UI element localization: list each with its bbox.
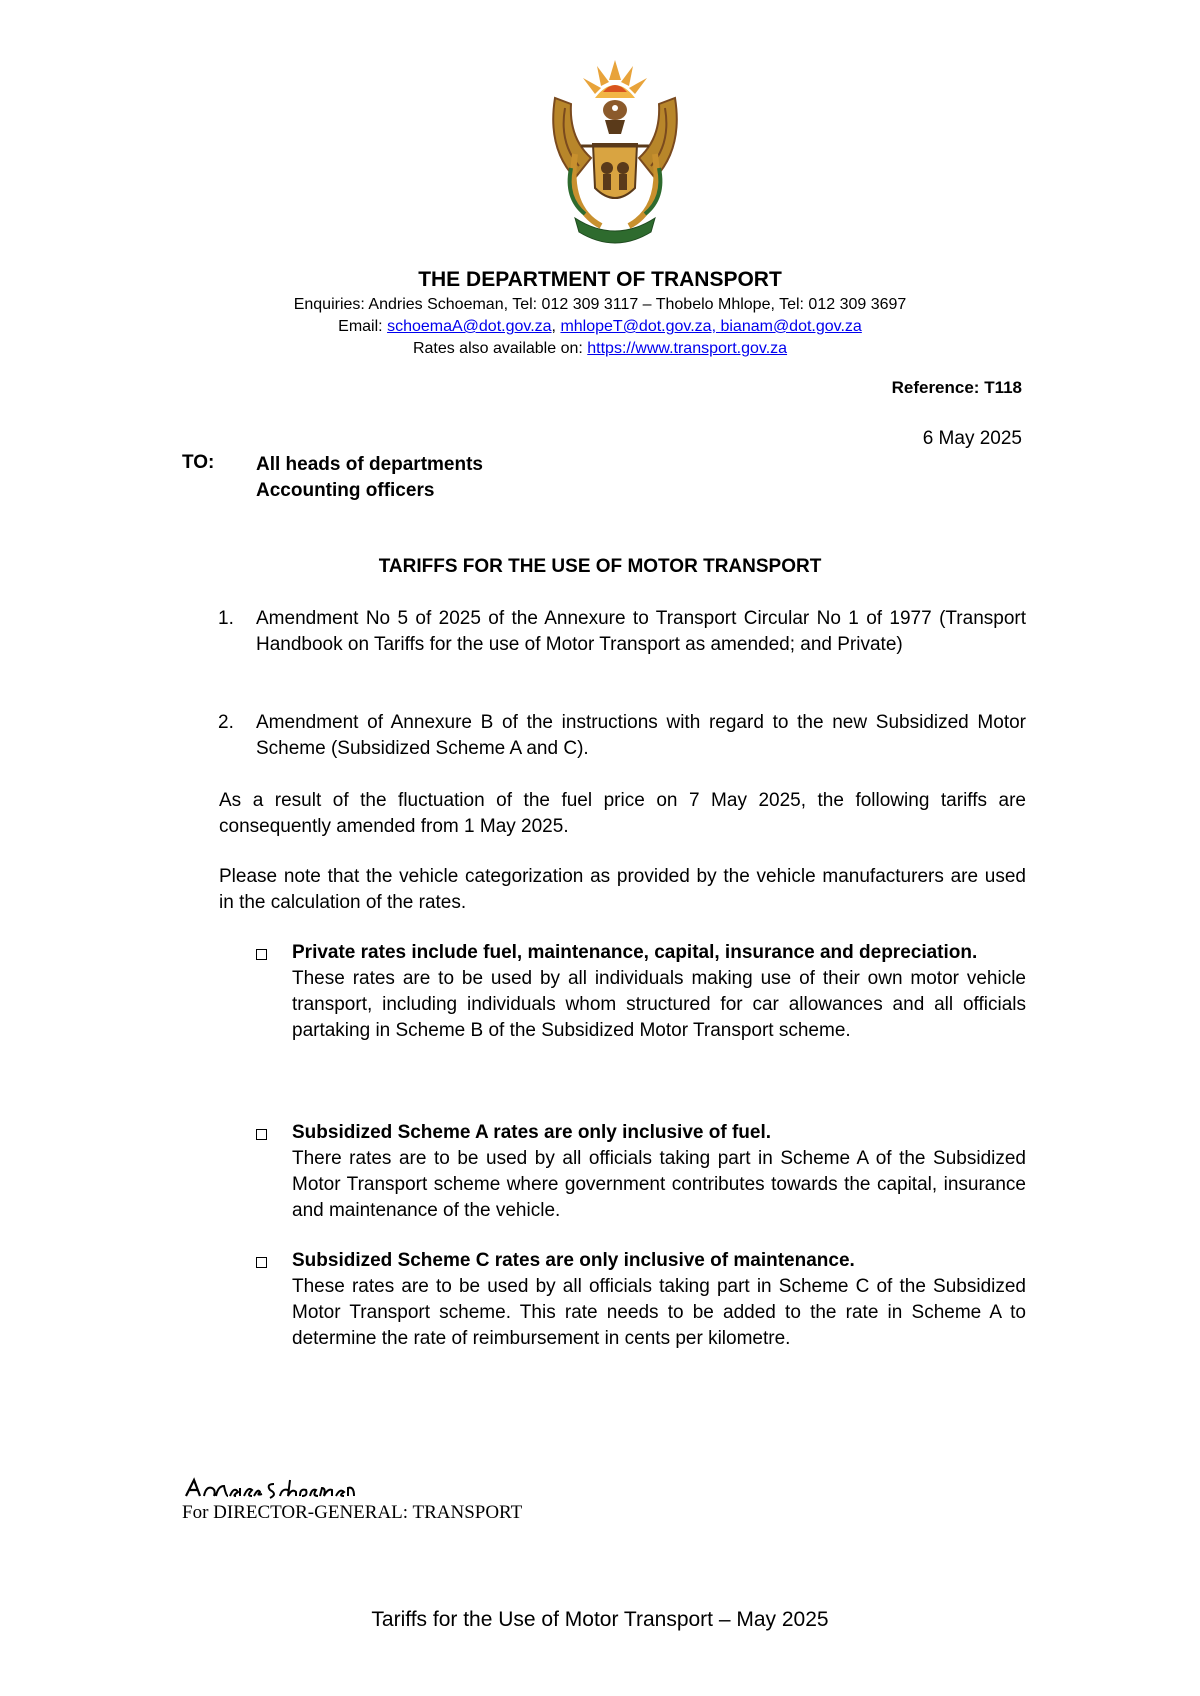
handwritten-signature xyxy=(182,1474,382,1504)
checkbox-bullet-icon xyxy=(256,1257,267,1268)
crest-bird xyxy=(603,100,627,134)
paragraph-vehicle-categorization: Please note that the vehicle categorization as provided by the vehicle manufacturers are used in the calculation of the rates. xyxy=(219,866,1026,913)
reference-number: Reference: T118 xyxy=(891,378,1022,397)
recipients xyxy=(256,452,483,504)
bullet-body: These rates are to be used by all officials taking part in Scheme C of the Subsidized Motor Transport scheme. This rate needs to be added to the rate in Scheme A to determine the rate of reimbursement in cents per kilometre. xyxy=(292,1276,1026,1349)
crest-shield xyxy=(593,144,637,198)
bullet-heading: Private rates include fuel, maintenance, capital, insurance and depreciation. xyxy=(292,942,978,963)
letter-date: 6 May 2025 xyxy=(922,428,1022,449)
recipient-heads-of-departments: All heads of departments xyxy=(256,454,483,475)
page-footer: Tariffs for the Use of Motor Transport – May 2025 xyxy=(371,1608,829,1631)
numbered-item xyxy=(218,710,1026,762)
rates-website-link[interactable]: https://www.transport.gov.za xyxy=(587,340,788,357)
bullet-private-rates xyxy=(256,940,1026,1044)
bullet-body: These rates are to be used by all individuals making use of their own motor vehicle transport, including individuals whom structured for car allowances and all officials partaking in Scheme B of the Subsidized Motor Transport scheme. xyxy=(292,968,1026,1041)
bullet-scheme-a xyxy=(256,1120,1026,1224)
coat-of-arms-emblem xyxy=(545,58,685,248)
signatory-title: For DIRECTOR-GENERAL: TRANSPORT xyxy=(182,1502,523,1523)
bullet-body: There rates are to be used by all officials taking part in Scheme A of the Subsidized Motor Transport scheme where government contributes towards the capital, insurance and maintenance of the vehicle. xyxy=(292,1148,1026,1221)
enquiries-line: Enquiries: Andries Schoeman, Tel: 012 309 3117 – Thobelo Mhlope, Tel: 012 309 3697 xyxy=(293,296,907,313)
to-label: TO: xyxy=(182,452,215,473)
checkbox-bullet-icon xyxy=(256,949,267,960)
email-separator: , xyxy=(551,318,561,335)
department-title: THE DEPARTMENT OF TRANSPORT xyxy=(418,268,782,291)
item-number: 1. xyxy=(218,608,234,629)
bullet-scheme-c xyxy=(256,1248,1026,1352)
bullet-heading: Subsidized Scheme A rates are only inclusive of fuel. xyxy=(292,1122,772,1143)
email-link-schoeman[interactable]: schoemaA@dot.gov.za xyxy=(387,318,552,335)
email-label: Email: xyxy=(338,318,388,335)
email-line xyxy=(0,318,1200,336)
paragraph-fuel-price: As a result of the fluctuation of the fuel price on 7 May 2025, the following tariffs are consequently amended from 1 May 2025. xyxy=(219,790,1026,837)
crest-motto-ribbon xyxy=(575,218,655,243)
numbered-item xyxy=(218,606,1026,658)
rates-label: Rates also available on: xyxy=(412,340,588,357)
checkbox-bullet-icon xyxy=(256,1129,267,1140)
item-number: 2. xyxy=(218,712,234,733)
rates-line xyxy=(0,340,1200,358)
recipient-accounting-officers: Accounting officers xyxy=(256,480,435,501)
bullet-heading: Subsidized Scheme C rates are only inclusive of maintenance. xyxy=(292,1250,855,1271)
item-text: Amendment No 5 of 2025 of the Annexure to Transport Circular No 1 of 1977 (Transport Handbook on Tariffs for the use of Motor Transport as amended; and Private) xyxy=(256,608,1026,655)
item-text: Amendment of Annexure B of the instructions with regard to the new Subsidized Motor Scheme (Subsidized Scheme A and C). xyxy=(256,712,1026,759)
email-link-mhlope-biana[interactable]: mhlopeT@dot.gov.za, bianam@dot.gov.za xyxy=(560,318,862,335)
crest-sun xyxy=(583,60,647,98)
subject-heading: TARIFFS FOR THE USE OF MOTOR TRANSPORT xyxy=(378,556,822,577)
